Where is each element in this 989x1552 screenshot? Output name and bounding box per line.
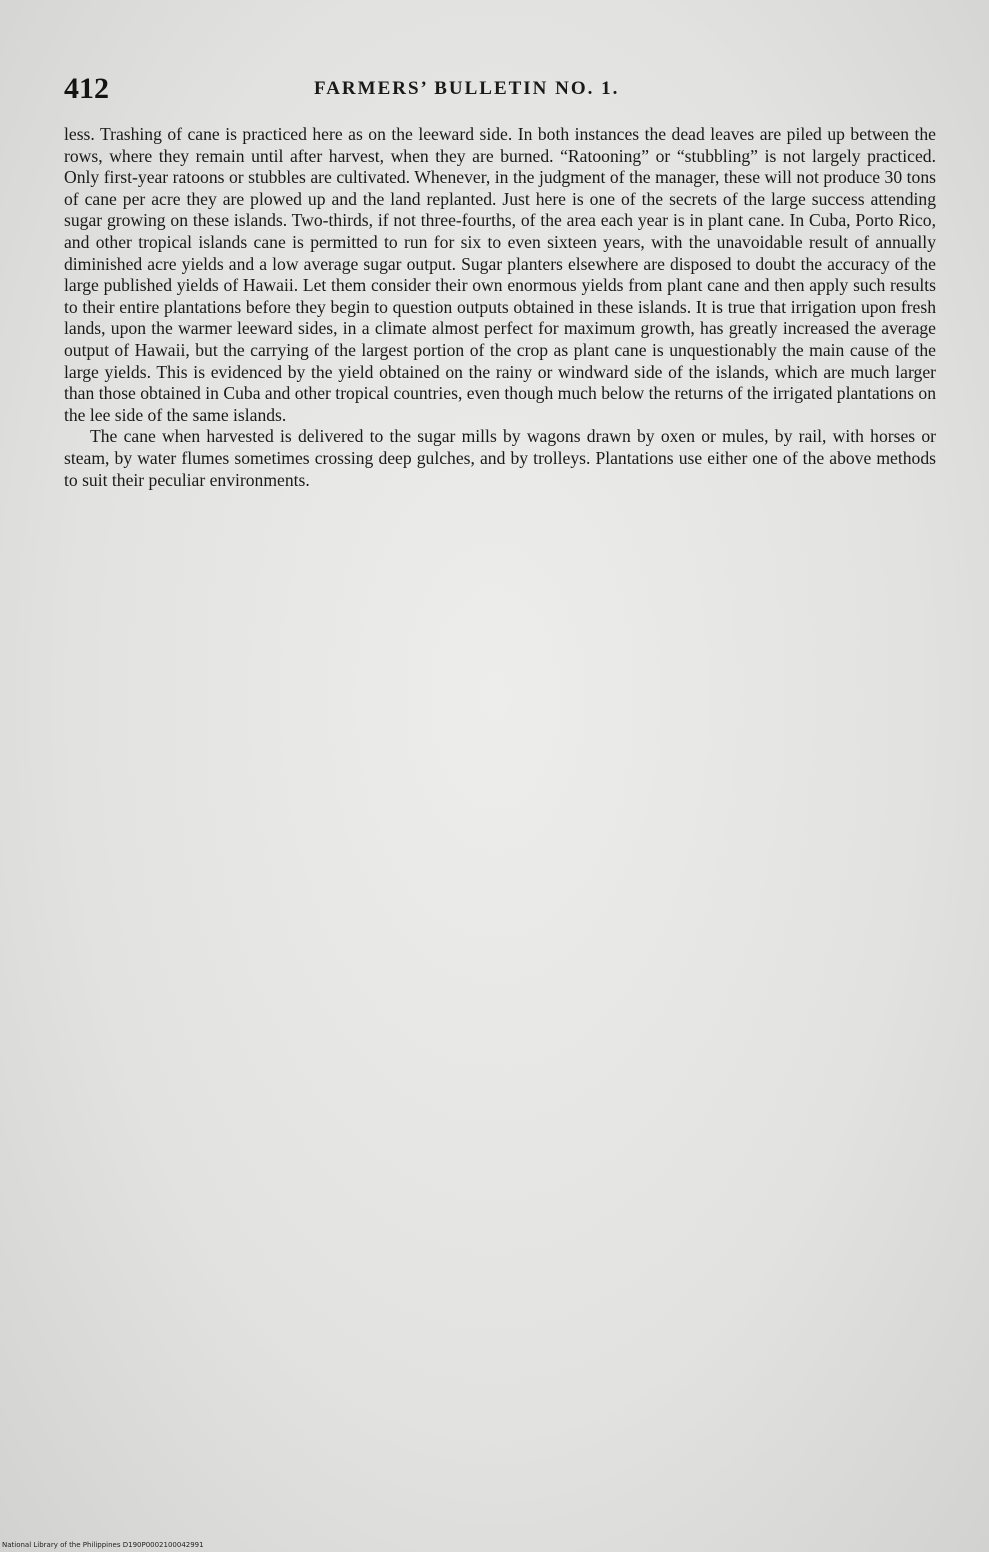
paragraph: less. Trashing of cane is practiced here as on the leeward side. In both instances the dead leaves are piled up between the rows, where they remain until after harvest, when they are burned. “Ratooning” or “stubbling” is not largely practiced. Only first-year ratoons or stubbles are cultivated. Whenever, in the judgment of the manager, these will not produce 30 tons of cane per acre they are plowed up and the land replanted. Just here is one of the secrets of the large success attending sugar growing on these islands. Two-thirds, if not three-fourths, of the area each year is in plant cane. In Cuba, Porto Rico, and other tropical islands cane is permitted to run for six to even sixteen years, with the unavoidable result of annually diminished acre yields and a low average sugar output. Sugar planters elsewhere are disposed to doubt the accuracy of the large published yields of Hawaii. Let them consider their own enormous yields from plant cane and then apply such results to their entire plantations before they begin to question outputs obtained in these islands. It is true that irrigation upon fresh lands, upon the warmer leeward sides, in a climate almost perfect for maximum growth, has greatly increased the average output of Hawaii, but the carrying of the largest portion of the crop as plant cane is unquestionably the main cause of the large yields. This is evidenced by the yield obtained on the rainy or windward side of the islands, which are much larger than those obtained in Cuba and other tropical countries, even though much below the returns of the irrigated plantations on the lee side of the same islands. [64, 124, 936, 425]
page-number: 412 [64, 72, 109, 105]
paragraph: The cane when harvested is delivered to the sugar mills by wagons drawn by oxen or mules, by rail, with horses or steam, by water flumes sometimes crossing deep gulches, and by trolleys. Plantations use either one of the above methods to suit their peculiar environments. [64, 426, 936, 490]
page-header [64, 72, 934, 112]
body-text [64, 124, 936, 491]
running-head: FARMERS’ BULLETIN NO. 1. [314, 78, 620, 99]
scan-credit: National Library of the Philippines D190P0002100042991 [2, 1541, 204, 1549]
